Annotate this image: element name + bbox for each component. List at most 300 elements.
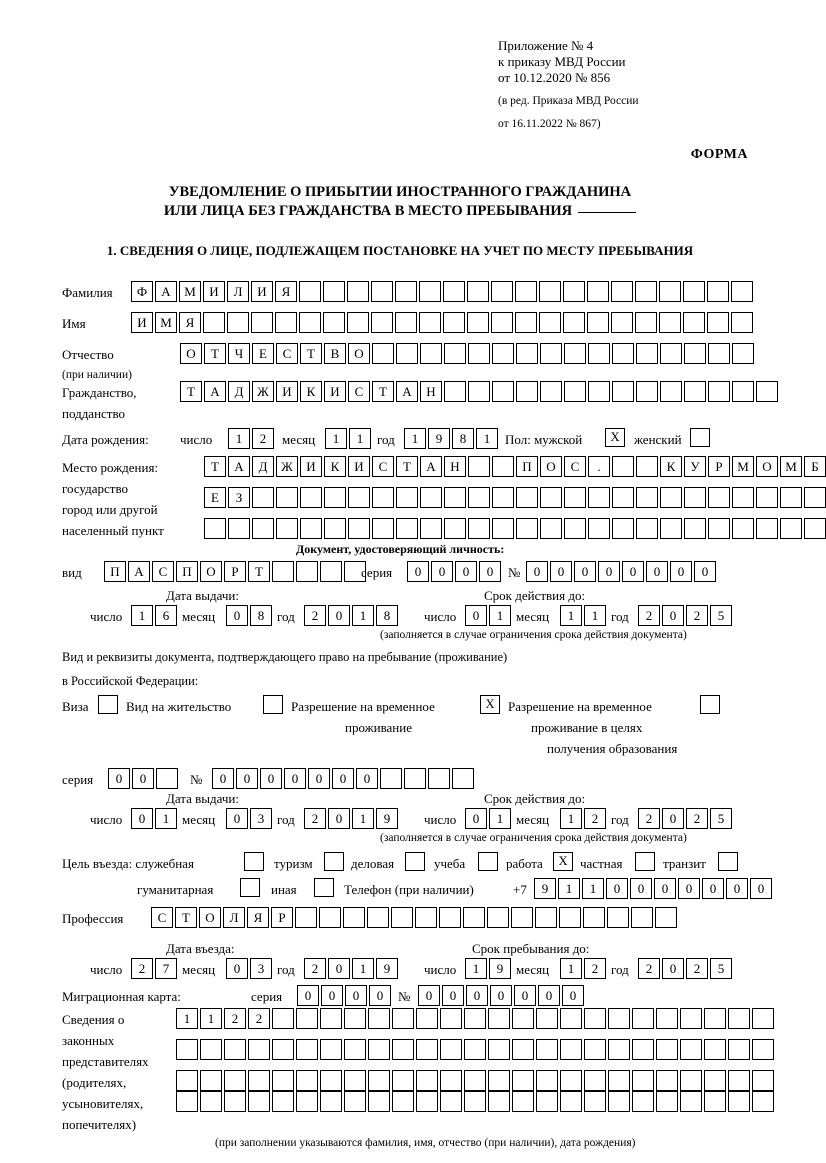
form-cell[interactable] — [632, 1070, 654, 1091]
form-cell[interactable] — [487, 907, 509, 928]
form-cell[interactable] — [656, 1070, 678, 1091]
form-cell[interactable] — [467, 312, 489, 333]
form-cell[interactable] — [464, 1091, 486, 1112]
form-cell[interactable]: 0 — [726, 878, 748, 899]
field-birth-month[interactable] — [325, 428, 371, 449]
form-cell[interactable] — [659, 281, 681, 302]
form-cell[interactable] — [324, 487, 346, 508]
form-cell[interactable]: 9 — [534, 878, 556, 899]
form-cell[interactable] — [540, 518, 562, 539]
form-cell[interactable]: О — [200, 561, 222, 582]
form-cell[interactable] — [536, 1039, 558, 1060]
form-cell[interactable] — [176, 1070, 198, 1091]
form-cell[interactable] — [324, 518, 346, 539]
form-cell[interactable]: 0 — [328, 808, 350, 829]
form-cell[interactable]: Н — [420, 381, 442, 402]
form-cell[interactable] — [707, 281, 729, 302]
form-cell[interactable] — [680, 1070, 702, 1091]
form-cell[interactable] — [416, 1091, 438, 1112]
form-cell[interactable] — [296, 1070, 318, 1091]
form-cell[interactable]: П — [104, 561, 126, 582]
form-cell[interactable] — [515, 312, 537, 333]
form-cell[interactable] — [416, 1070, 438, 1091]
form-cell[interactable] — [731, 312, 753, 333]
form-cell[interactable] — [704, 1091, 726, 1112]
form-cell[interactable] — [372, 487, 394, 508]
form-cell[interactable] — [512, 1008, 534, 1029]
form-cell[interactable] — [516, 518, 538, 539]
form-cell[interactable]: 0 — [356, 768, 378, 789]
form-cell[interactable] — [636, 487, 658, 508]
field-entry-year[interactable] — [304, 958, 398, 979]
form-cell[interactable] — [492, 487, 514, 508]
field-permit-issue-month[interactable] — [226, 808, 272, 829]
form-cell[interactable] — [540, 343, 562, 364]
form-cell[interactable]: Т — [204, 456, 226, 477]
form-cell[interactable] — [200, 1039, 222, 1060]
form-cell[interactable] — [224, 1039, 246, 1060]
field-entry-day[interactable] — [131, 958, 177, 979]
form-cell[interactable] — [347, 281, 369, 302]
form-cell[interactable]: . — [588, 456, 610, 477]
field-stay-month[interactable] — [560, 958, 606, 979]
form-cell[interactable] — [631, 907, 653, 928]
field-doc-issue-day[interactable] — [131, 605, 177, 626]
form-cell[interactable] — [368, 1039, 390, 1060]
form-cell[interactable] — [344, 1039, 366, 1060]
form-cell[interactable]: М — [155, 312, 177, 333]
form-cell[interactable] — [659, 312, 681, 333]
form-cell[interactable]: У — [684, 456, 706, 477]
form-cell[interactable] — [248, 1039, 270, 1060]
field-profession[interactable] — [151, 907, 677, 928]
form-cell[interactable] — [732, 518, 754, 539]
form-cell[interactable]: И — [300, 456, 322, 477]
form-cell[interactable]: 2 — [686, 808, 708, 829]
form-cell[interactable] — [227, 312, 249, 333]
form-cell[interactable] — [636, 518, 658, 539]
form-cell[interactable]: Д — [228, 381, 250, 402]
form-cell[interactable] — [728, 1039, 750, 1060]
form-cell[interactable] — [588, 343, 610, 364]
form-cell[interactable]: И — [251, 281, 273, 302]
form-cell[interactable]: 0 — [236, 768, 258, 789]
form-cell[interactable] — [228, 518, 250, 539]
form-cell[interactable] — [612, 456, 634, 477]
form-cell[interactable] — [452, 768, 474, 789]
form-cell[interactable] — [419, 312, 441, 333]
form-cell[interactable] — [607, 907, 629, 928]
field-mcard-number[interactable] — [418, 985, 584, 1006]
form-cell[interactable]: 0 — [328, 605, 350, 626]
checkbox-sex-female[interactable] — [690, 428, 710, 447]
form-cell[interactable]: 0 — [418, 985, 440, 1006]
form-cell[interactable] — [488, 1091, 510, 1112]
form-cell[interactable]: М — [179, 281, 201, 302]
form-cell[interactable]: 0 — [108, 768, 130, 789]
checkbox-visa[interactable] — [98, 695, 118, 714]
form-cell[interactable]: 1 — [584, 605, 606, 626]
form-cell[interactable]: Т — [180, 381, 202, 402]
form-cell[interactable] — [732, 487, 754, 508]
form-cell[interactable] — [272, 561, 294, 582]
form-cell[interactable] — [731, 281, 753, 302]
form-cell[interactable] — [367, 907, 389, 928]
field-permit-valid-day[interactable] — [465, 808, 511, 829]
form-cell[interactable]: 2 — [638, 605, 660, 626]
form-cell[interactable] — [512, 1039, 534, 1060]
checkbox-purpose-study[interactable] — [478, 852, 498, 871]
form-cell[interactable] — [420, 518, 442, 539]
field-birth-year[interactable] — [404, 428, 498, 449]
form-cell[interactable] — [632, 1091, 654, 1112]
field-doc-issue-month[interactable] — [226, 605, 272, 626]
form-cell[interactable]: 1 — [476, 428, 498, 449]
form-cell[interactable]: 0 — [526, 561, 548, 582]
form-cell[interactable]: 1 — [582, 878, 604, 899]
form-cell[interactable] — [804, 487, 826, 508]
form-cell[interactable] — [560, 1008, 582, 1029]
form-cell[interactable]: 0 — [750, 878, 772, 899]
form-cell[interactable]: А — [396, 381, 418, 402]
form-cell[interactable]: 1 — [349, 428, 371, 449]
form-cell[interactable]: Я — [247, 907, 269, 928]
form-cell[interactable] — [252, 487, 274, 508]
form-cell[interactable] — [560, 1039, 582, 1060]
form-cell[interactable] — [443, 312, 465, 333]
form-cell[interactable] — [559, 907, 581, 928]
form-cell[interactable] — [419, 281, 441, 302]
form-cell[interactable] — [463, 907, 485, 928]
form-cell[interactable] — [272, 1070, 294, 1091]
form-cell[interactable]: Р — [224, 561, 246, 582]
form-cell[interactable]: 0 — [606, 878, 628, 899]
form-cell[interactable]: З — [228, 487, 250, 508]
form-cell[interactable] — [428, 768, 450, 789]
field-permit-issue-year[interactable] — [304, 808, 398, 829]
form-cell[interactable] — [583, 907, 605, 928]
form-cell[interactable]: 7 — [155, 958, 177, 979]
field-stay-day[interactable] — [465, 958, 511, 979]
form-cell[interactable]: Т — [248, 561, 270, 582]
form-cell[interactable]: 0 — [479, 561, 501, 582]
form-cell[interactable] — [588, 381, 610, 402]
form-cell[interactable] — [299, 281, 321, 302]
form-cell[interactable] — [708, 381, 730, 402]
form-cell[interactable] — [468, 456, 490, 477]
form-cell[interactable] — [368, 1070, 390, 1091]
form-cell[interactable] — [392, 1008, 414, 1029]
form-cell[interactable] — [491, 281, 513, 302]
checkbox-edu-residence[interactable] — [700, 695, 720, 714]
form-cell[interactable] — [683, 281, 705, 302]
form-cell[interactable]: Р — [271, 907, 293, 928]
form-cell[interactable] — [804, 518, 826, 539]
form-cell[interactable] — [732, 343, 754, 364]
form-cell[interactable] — [584, 1091, 606, 1112]
form-cell[interactable]: 0 — [131, 808, 153, 829]
form-cell[interactable] — [708, 343, 730, 364]
form-cell[interactable] — [204, 518, 226, 539]
form-cell[interactable] — [536, 1091, 558, 1112]
form-cell[interactable] — [404, 768, 426, 789]
form-cell[interactable] — [563, 312, 585, 333]
form-cell[interactable] — [564, 518, 586, 539]
checkbox-purpose-service[interactable] — [244, 852, 264, 871]
form-cell[interactable]: 0 — [321, 985, 343, 1006]
form-cell[interactable]: 6 — [155, 605, 177, 626]
form-cell[interactable] — [684, 518, 706, 539]
form-cell[interactable]: 0 — [407, 561, 429, 582]
form-cell[interactable]: 0 — [466, 985, 488, 1006]
form-cell[interactable] — [536, 1008, 558, 1029]
form-cell[interactable] — [728, 1008, 750, 1029]
form-cell[interactable]: С — [372, 456, 394, 477]
form-cell[interactable]: 3 — [250, 958, 272, 979]
form-cell[interactable]: Ч — [228, 343, 250, 364]
form-cell[interactable]: 0 — [431, 561, 453, 582]
form-cell[interactable] — [272, 1091, 294, 1112]
form-cell[interactable] — [512, 1070, 534, 1091]
form-cell[interactable]: 2 — [224, 1008, 246, 1029]
field-birth-place-line-3[interactable] — [204, 518, 826, 539]
form-cell[interactable] — [395, 312, 417, 333]
form-cell[interactable] — [680, 1039, 702, 1060]
field-permit-issue-day[interactable] — [131, 808, 177, 829]
form-cell[interactable] — [512, 1091, 534, 1112]
form-cell[interactable]: А — [420, 456, 442, 477]
form-cell[interactable] — [492, 381, 514, 402]
form-cell[interactable] — [252, 518, 274, 539]
form-cell[interactable] — [276, 518, 298, 539]
form-cell[interactable] — [251, 312, 273, 333]
form-cell[interactable] — [371, 281, 393, 302]
form-cell[interactable]: 0 — [465, 808, 487, 829]
form-cell[interactable]: Т — [204, 343, 226, 364]
form-cell[interactable]: Ф — [131, 281, 153, 302]
field-doc-issue-year[interactable] — [304, 605, 398, 626]
form-cell[interactable] — [344, 1008, 366, 1029]
form-cell[interactable] — [300, 487, 322, 508]
form-cell[interactable]: Д — [252, 456, 274, 477]
form-cell[interactable] — [516, 381, 538, 402]
field-legal-rep-line-4[interactable] — [176, 1091, 774, 1112]
form-cell[interactable]: С — [348, 381, 370, 402]
form-cell[interactable] — [156, 768, 178, 789]
form-cell[interactable]: 0 — [562, 985, 584, 1006]
form-cell[interactable] — [299, 312, 321, 333]
form-cell[interactable] — [707, 312, 729, 333]
form-cell[interactable] — [636, 381, 658, 402]
form-cell[interactable] — [176, 1091, 198, 1112]
form-cell[interactable]: 0 — [574, 561, 596, 582]
form-cell[interactable] — [488, 1008, 510, 1029]
form-cell[interactable]: 2 — [248, 1008, 270, 1029]
form-cell[interactable] — [611, 312, 633, 333]
field-permit-series[interactable] — [108, 768, 178, 789]
form-cell[interactable]: М — [732, 456, 754, 477]
form-cell[interactable]: 1 — [155, 808, 177, 829]
form-cell[interactable] — [440, 1070, 462, 1091]
form-cell[interactable]: Н — [444, 456, 466, 477]
form-cell[interactable] — [656, 1039, 678, 1060]
form-cell[interactable]: 0 — [260, 768, 282, 789]
form-cell[interactable] — [468, 343, 490, 364]
form-cell[interactable] — [248, 1070, 270, 1091]
field-permit-valid-year[interactable] — [638, 808, 732, 829]
form-cell[interactable] — [440, 1091, 462, 1112]
form-cell[interactable] — [368, 1008, 390, 1029]
field-doc-kind[interactable] — [104, 561, 366, 582]
form-cell[interactable] — [608, 1070, 630, 1091]
form-cell[interactable] — [320, 1091, 342, 1112]
form-cell[interactable] — [632, 1039, 654, 1060]
form-cell[interactable] — [491, 312, 513, 333]
form-cell[interactable] — [608, 1039, 630, 1060]
field-birth-place-line-2[interactable] — [204, 487, 826, 508]
form-cell[interactable]: 0 — [226, 958, 248, 979]
form-cell[interactable] — [540, 381, 562, 402]
form-cell[interactable] — [511, 907, 533, 928]
form-cell[interactable] — [564, 487, 586, 508]
form-cell[interactable] — [680, 1008, 702, 1029]
form-cell[interactable] — [684, 487, 706, 508]
form-cell[interactable]: 2 — [638, 808, 660, 829]
form-cell[interactable] — [416, 1008, 438, 1029]
form-cell[interactable] — [468, 518, 490, 539]
form-cell[interactable]: Л — [223, 907, 245, 928]
form-cell[interactable]: 2 — [584, 808, 606, 829]
form-cell[interactable]: 2 — [686, 958, 708, 979]
form-cell[interactable]: Ж — [252, 381, 274, 402]
form-cell[interactable]: 1 — [489, 808, 511, 829]
form-cell[interactable] — [300, 518, 322, 539]
form-cell[interactable] — [392, 1091, 414, 1112]
form-cell[interactable] — [372, 343, 394, 364]
form-cell[interactable]: И — [348, 456, 370, 477]
form-cell[interactable] — [488, 1039, 510, 1060]
form-cell[interactable]: 2 — [686, 605, 708, 626]
form-cell[interactable] — [492, 518, 514, 539]
form-cell[interactable] — [395, 281, 417, 302]
form-cell[interactable]: 0 — [226, 605, 248, 626]
form-cell[interactable]: 1 — [465, 958, 487, 979]
form-cell[interactable]: 0 — [662, 808, 684, 829]
form-cell[interactable]: 0 — [694, 561, 716, 582]
form-cell[interactable] — [368, 1091, 390, 1112]
form-cell[interactable]: 0 — [490, 985, 512, 1006]
form-cell[interactable] — [272, 1039, 294, 1060]
form-cell[interactable]: 0 — [328, 958, 350, 979]
form-cell[interactable] — [440, 1008, 462, 1029]
field-doc-series[interactable] — [407, 561, 501, 582]
form-cell[interactable]: 1 — [560, 808, 582, 829]
form-cell[interactable]: 5 — [710, 605, 732, 626]
form-cell[interactable]: М — [780, 456, 802, 477]
form-cell[interactable] — [611, 281, 633, 302]
form-cell[interactable] — [539, 312, 561, 333]
form-cell[interactable]: 0 — [297, 985, 319, 1006]
form-cell[interactable]: 1 — [560, 605, 582, 626]
form-cell[interactable] — [440, 1039, 462, 1060]
form-cell[interactable] — [704, 1070, 726, 1091]
form-cell[interactable] — [420, 343, 442, 364]
form-cell[interactable] — [656, 1091, 678, 1112]
form-cell[interactable] — [587, 312, 609, 333]
checkbox-purpose-work[interactable]: Х — [553, 852, 573, 871]
form-cell[interactable] — [439, 907, 461, 928]
form-cell[interactable]: Л — [227, 281, 249, 302]
form-cell[interactable] — [539, 281, 561, 302]
form-cell[interactable] — [708, 518, 730, 539]
form-cell[interactable]: 0 — [630, 878, 652, 899]
form-cell[interactable]: И — [324, 381, 346, 402]
form-cell[interactable]: А — [204, 381, 226, 402]
field-birth-day[interactable] — [228, 428, 274, 449]
form-cell[interactable]: Т — [396, 456, 418, 477]
form-cell[interactable] — [655, 907, 677, 928]
form-cell[interactable]: 8 — [452, 428, 474, 449]
form-cell[interactable] — [780, 487, 802, 508]
checkbox-purpose-other[interactable] — [314, 878, 334, 897]
form-cell[interactable] — [635, 312, 657, 333]
form-cell[interactable] — [612, 343, 634, 364]
form-cell[interactable] — [584, 1070, 606, 1091]
form-cell[interactable]: 0 — [284, 768, 306, 789]
checkbox-purpose-business[interactable] — [405, 852, 425, 871]
form-cell[interactable]: П — [176, 561, 198, 582]
form-cell[interactable]: Е — [252, 343, 274, 364]
form-cell[interactable]: Т — [372, 381, 394, 402]
form-cell[interactable] — [683, 312, 705, 333]
field-name[interactable] — [131, 312, 753, 333]
form-cell[interactable]: Р — [708, 456, 730, 477]
form-cell[interactable]: 0 — [670, 561, 692, 582]
form-cell[interactable] — [320, 1008, 342, 1029]
form-cell[interactable] — [563, 281, 585, 302]
form-cell[interactable]: 0 — [465, 605, 487, 626]
field-permit-number[interactable] — [212, 768, 474, 789]
form-cell[interactable]: 0 — [654, 878, 676, 899]
field-stay-year[interactable] — [638, 958, 732, 979]
form-cell[interactable] — [224, 1091, 246, 1112]
form-cell[interactable]: О — [199, 907, 221, 928]
form-cell[interactable] — [348, 518, 370, 539]
form-cell[interactable]: 9 — [489, 958, 511, 979]
checkbox-temp-residence[interactable]: Х — [480, 695, 500, 714]
form-cell[interactable]: И — [276, 381, 298, 402]
form-cell[interactable] — [320, 561, 342, 582]
form-cell[interactable] — [464, 1039, 486, 1060]
form-cell[interactable] — [396, 343, 418, 364]
form-cell[interactable]: 9 — [376, 958, 398, 979]
form-cell[interactable]: 2 — [584, 958, 606, 979]
form-cell[interactable]: 1 — [352, 605, 374, 626]
form-cell[interactable] — [728, 1070, 750, 1091]
form-cell[interactable] — [396, 487, 418, 508]
form-cell[interactable] — [420, 487, 442, 508]
checkbox-purpose-humanitarian[interactable] — [240, 878, 260, 897]
form-cell[interactable]: 2 — [638, 958, 660, 979]
form-cell[interactable]: Я — [179, 312, 201, 333]
form-cell[interactable]: 2 — [304, 958, 326, 979]
form-cell[interactable] — [680, 1091, 702, 1112]
form-cell[interactable]: 0 — [308, 768, 330, 789]
form-cell[interactable]: 0 — [369, 985, 391, 1006]
form-cell[interactable] — [492, 456, 514, 477]
form-cell[interactable]: 0 — [678, 878, 700, 899]
form-cell[interactable] — [756, 487, 778, 508]
